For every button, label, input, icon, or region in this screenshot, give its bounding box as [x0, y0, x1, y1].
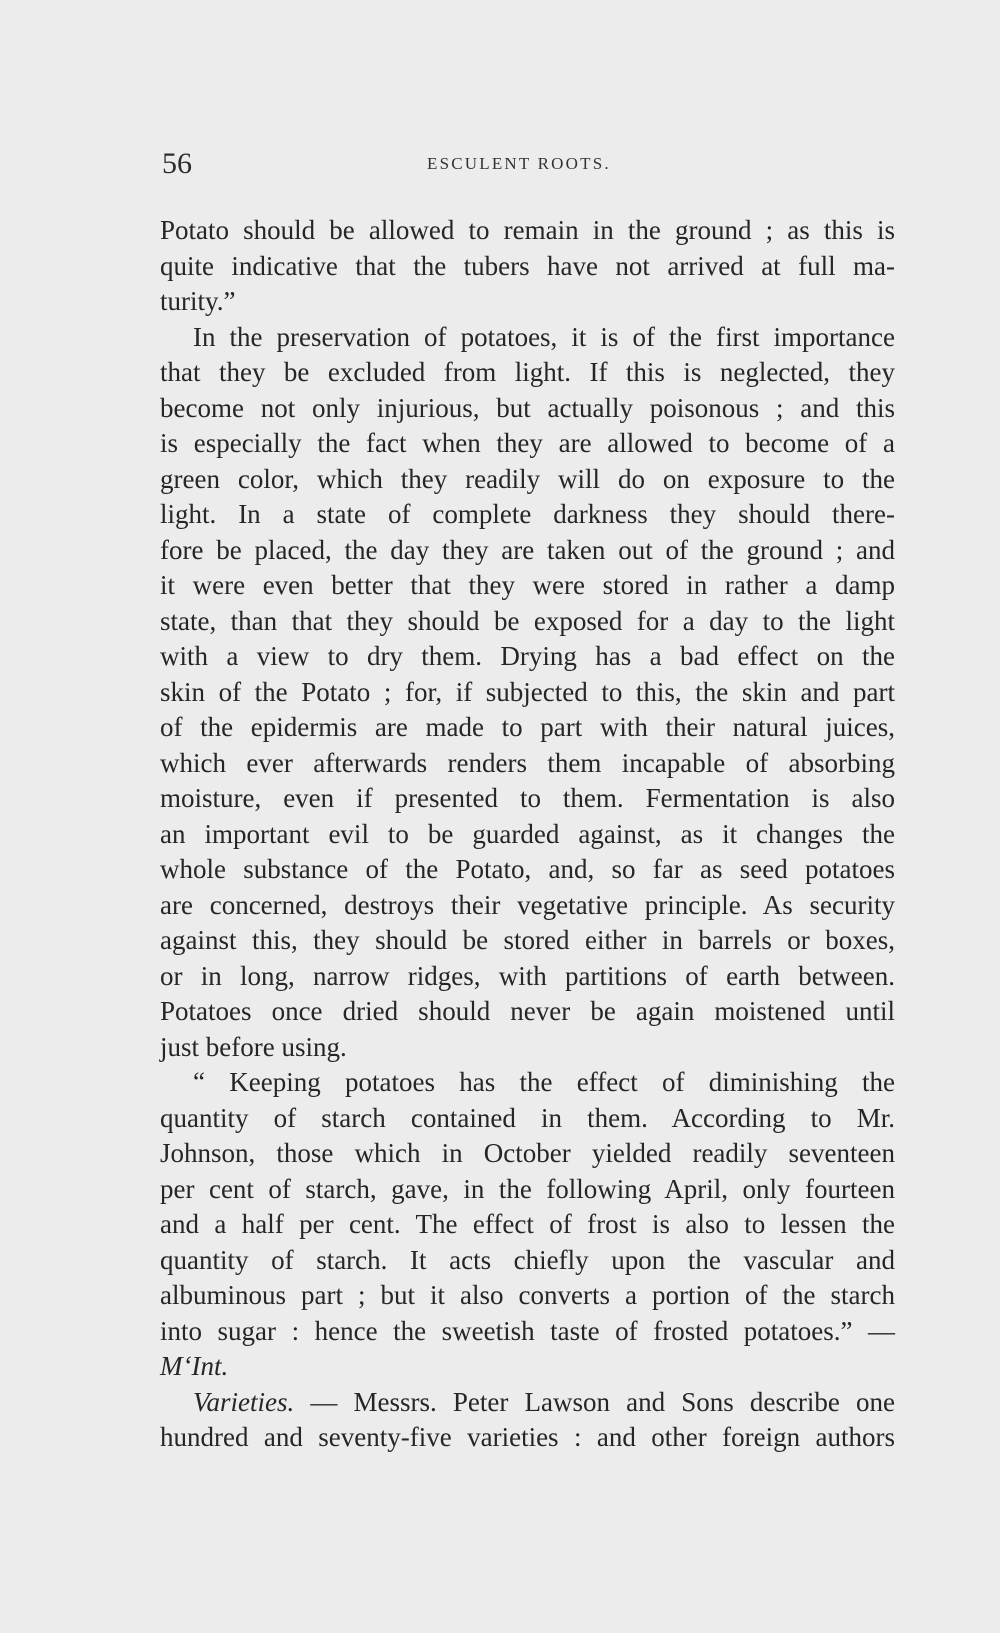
varieties-label: Varieties. [193, 1386, 295, 1417]
text-line: of the epidermis are made to part with their natural juices, [160, 712, 895, 742]
text-line: into sugar : hence the sweetish taste of frosted potatoes.” — [160, 1315, 895, 1346]
text-line: quite indicative that the tubers have not arrived at full ma- [160, 250, 895, 281]
text-line: whole substance of the Potato, and, so far as seed potatoes [160, 854, 895, 884]
text-line: “ Keeping potatoes has the effect of diminishing the [193, 1067, 895, 1097]
text-line: that they be excluded from light. If this is neglected, they [160, 357, 895, 387]
text-line: become not only injurious, but actually poisonous ; and this [160, 392, 895, 423]
author-signature: M‘Int. [160, 1351, 229, 1381]
text-line: Johnson, those which in October yielded readily seventeen [160, 1138, 895, 1168]
text-line: hundred and seventy-five varieties : and other foreign authors [160, 1422, 895, 1452]
text-line: is especially the fact when they are allowed to become of a [160, 428, 895, 458]
text-line: per cent of starch, gave, in the following April, only fourteen [160, 1173, 895, 1204]
text-line: In the preservation of potatoes, it is of the first importance [193, 321, 895, 352]
text-line: Potatoes once dried should never be again moistened until [160, 996, 895, 1026]
text-line: or in long, narrow ridges, with partitions of earth between. [160, 960, 895, 991]
text-line: an important evil to be guarded against, as it changes the [160, 818, 895, 849]
text-line: light. In a state of complete darkness they should there- [160, 499, 895, 529]
text-line: are concerned, destroys their vegetative principle. As security [160, 889, 895, 920]
text-line: Potato should be allowed to remain in the ground ; as this is [160, 215, 895, 245]
text-line: with a view to dry them. Drying has a bad effect on the [160, 641, 895, 671]
page-header [162, 146, 890, 182]
page-number: 56 [162, 147, 192, 180]
text-line: just before using. [160, 1031, 347, 1062]
text-line: fore be placed, the day they are taken out of the ground ; and [160, 534, 895, 565]
text-line: which ever afterwards renders them incapable of absorbing [160, 747, 895, 778]
text-line: skin of the Potato ; for, if subjected to this, the skin and part [160, 676, 895, 707]
text-line: it were even better that they were stored in rather a damp [160, 570, 895, 600]
body-text [160, 213, 895, 1456]
text-line: state, than that they should be exposed for a day to the light [160, 605, 895, 636]
text-line: quantity of starch. It acts chiefly upon the vascular and [160, 1244, 895, 1275]
varieties-line [160, 1385, 895, 1421]
text-line: albuminous part ; but it also converts a portion of the starch [160, 1280, 895, 1310]
text-line: against this, they should be stored either in barrels or boxes, [160, 925, 895, 955]
varieties-text: — Messrs. Peter Lawson and Sons describe one [294, 1386, 895, 1417]
running-head: ESCULENT ROOTS. [427, 154, 611, 173]
text-line: green color, which they readily will do on exposure to the [160, 463, 895, 494]
text-line: and a half per cent. The effect of frost is also to lessen the [160, 1209, 895, 1239]
text-line: moisture, even if presented to them. Fermentation is also [160, 783, 895, 813]
text-line: quantity of starch contained in them. According to Mr. [160, 1102, 895, 1133]
text-line: turity.” [160, 286, 236, 316]
